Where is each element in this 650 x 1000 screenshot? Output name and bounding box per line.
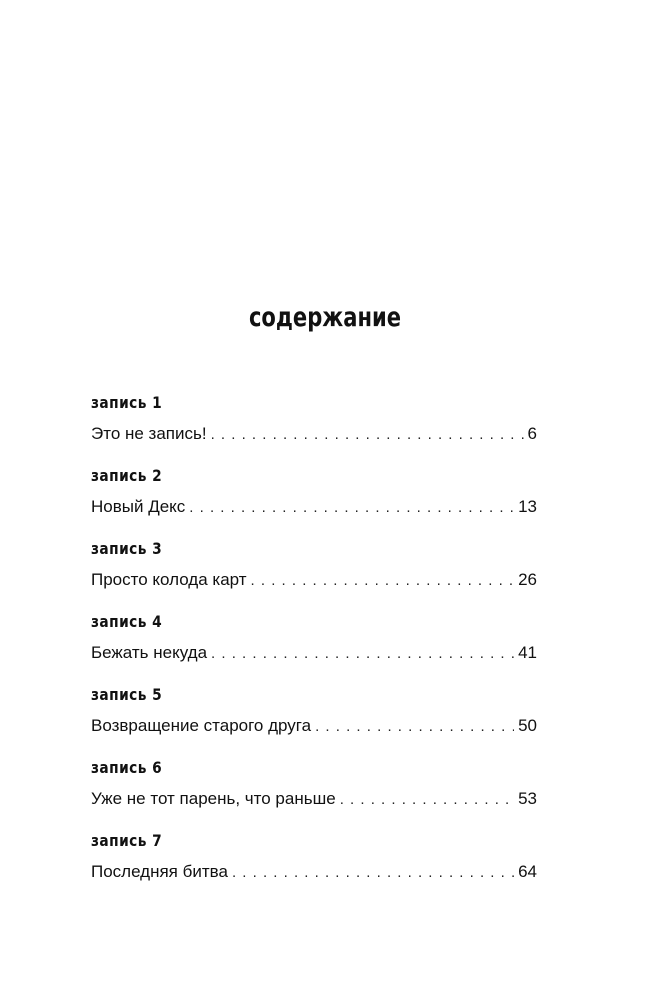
entry-line [91, 496, 537, 519]
entry-title: Последняя битва [91, 862, 228, 881]
entry-title: Просто колода карт [91, 570, 247, 589]
entry-title: Уже не тот парень, что раньше [91, 789, 336, 808]
entry-title: Новый Декс [91, 497, 186, 516]
entry-page-number: 13 [518, 497, 537, 516]
entry-line [91, 569, 537, 592]
entry-heading: запись 7 [91, 831, 163, 850]
entry-heading: запись 2 [91, 466, 163, 485]
toc-entry-1 [91, 392, 537, 465]
entry-title: Это не запись! [91, 424, 207, 443]
entry-page-number: 26 [518, 570, 537, 589]
dot-leader [340, 789, 514, 811]
entry-page-number: 64 [518, 862, 537, 881]
table-of-contents [91, 392, 537, 903]
entry-title: Бежать некуда [91, 643, 208, 662]
entry-heading: запись 6 [91, 758, 163, 777]
dot-leader [211, 643, 514, 665]
toc-entry-7 [91, 830, 537, 903]
entry-line [91, 715, 537, 738]
dot-leader [232, 862, 514, 884]
entry-page-number: 6 [527, 424, 537, 443]
entry-line [91, 861, 537, 884]
toc-entry-4 [91, 611, 537, 684]
entry-heading: запись 4 [91, 612, 163, 631]
entry-line [91, 642, 537, 665]
toc-entry-6 [91, 757, 537, 830]
entry-heading: запись 1 [91, 393, 163, 412]
toc-entry-2 [91, 465, 537, 538]
entry-page-number: 41 [518, 643, 537, 662]
entry-page-number: 50 [518, 716, 537, 735]
entry-line [91, 788, 537, 811]
entry-page-number: 53 [518, 789, 537, 808]
entry-heading: запись 5 [91, 685, 163, 704]
dot-leader [315, 716, 514, 738]
entry-line [91, 423, 537, 446]
dot-leader [251, 570, 515, 592]
entry-title: Возвращение старого друга [91, 716, 312, 735]
entry-heading: запись 3 [91, 539, 163, 558]
dot-leader [189, 497, 514, 519]
toc-entry-5 [91, 684, 537, 757]
page-title: содержание [248, 302, 402, 333]
dot-leader [211, 424, 524, 446]
toc-entry-3 [91, 538, 537, 611]
